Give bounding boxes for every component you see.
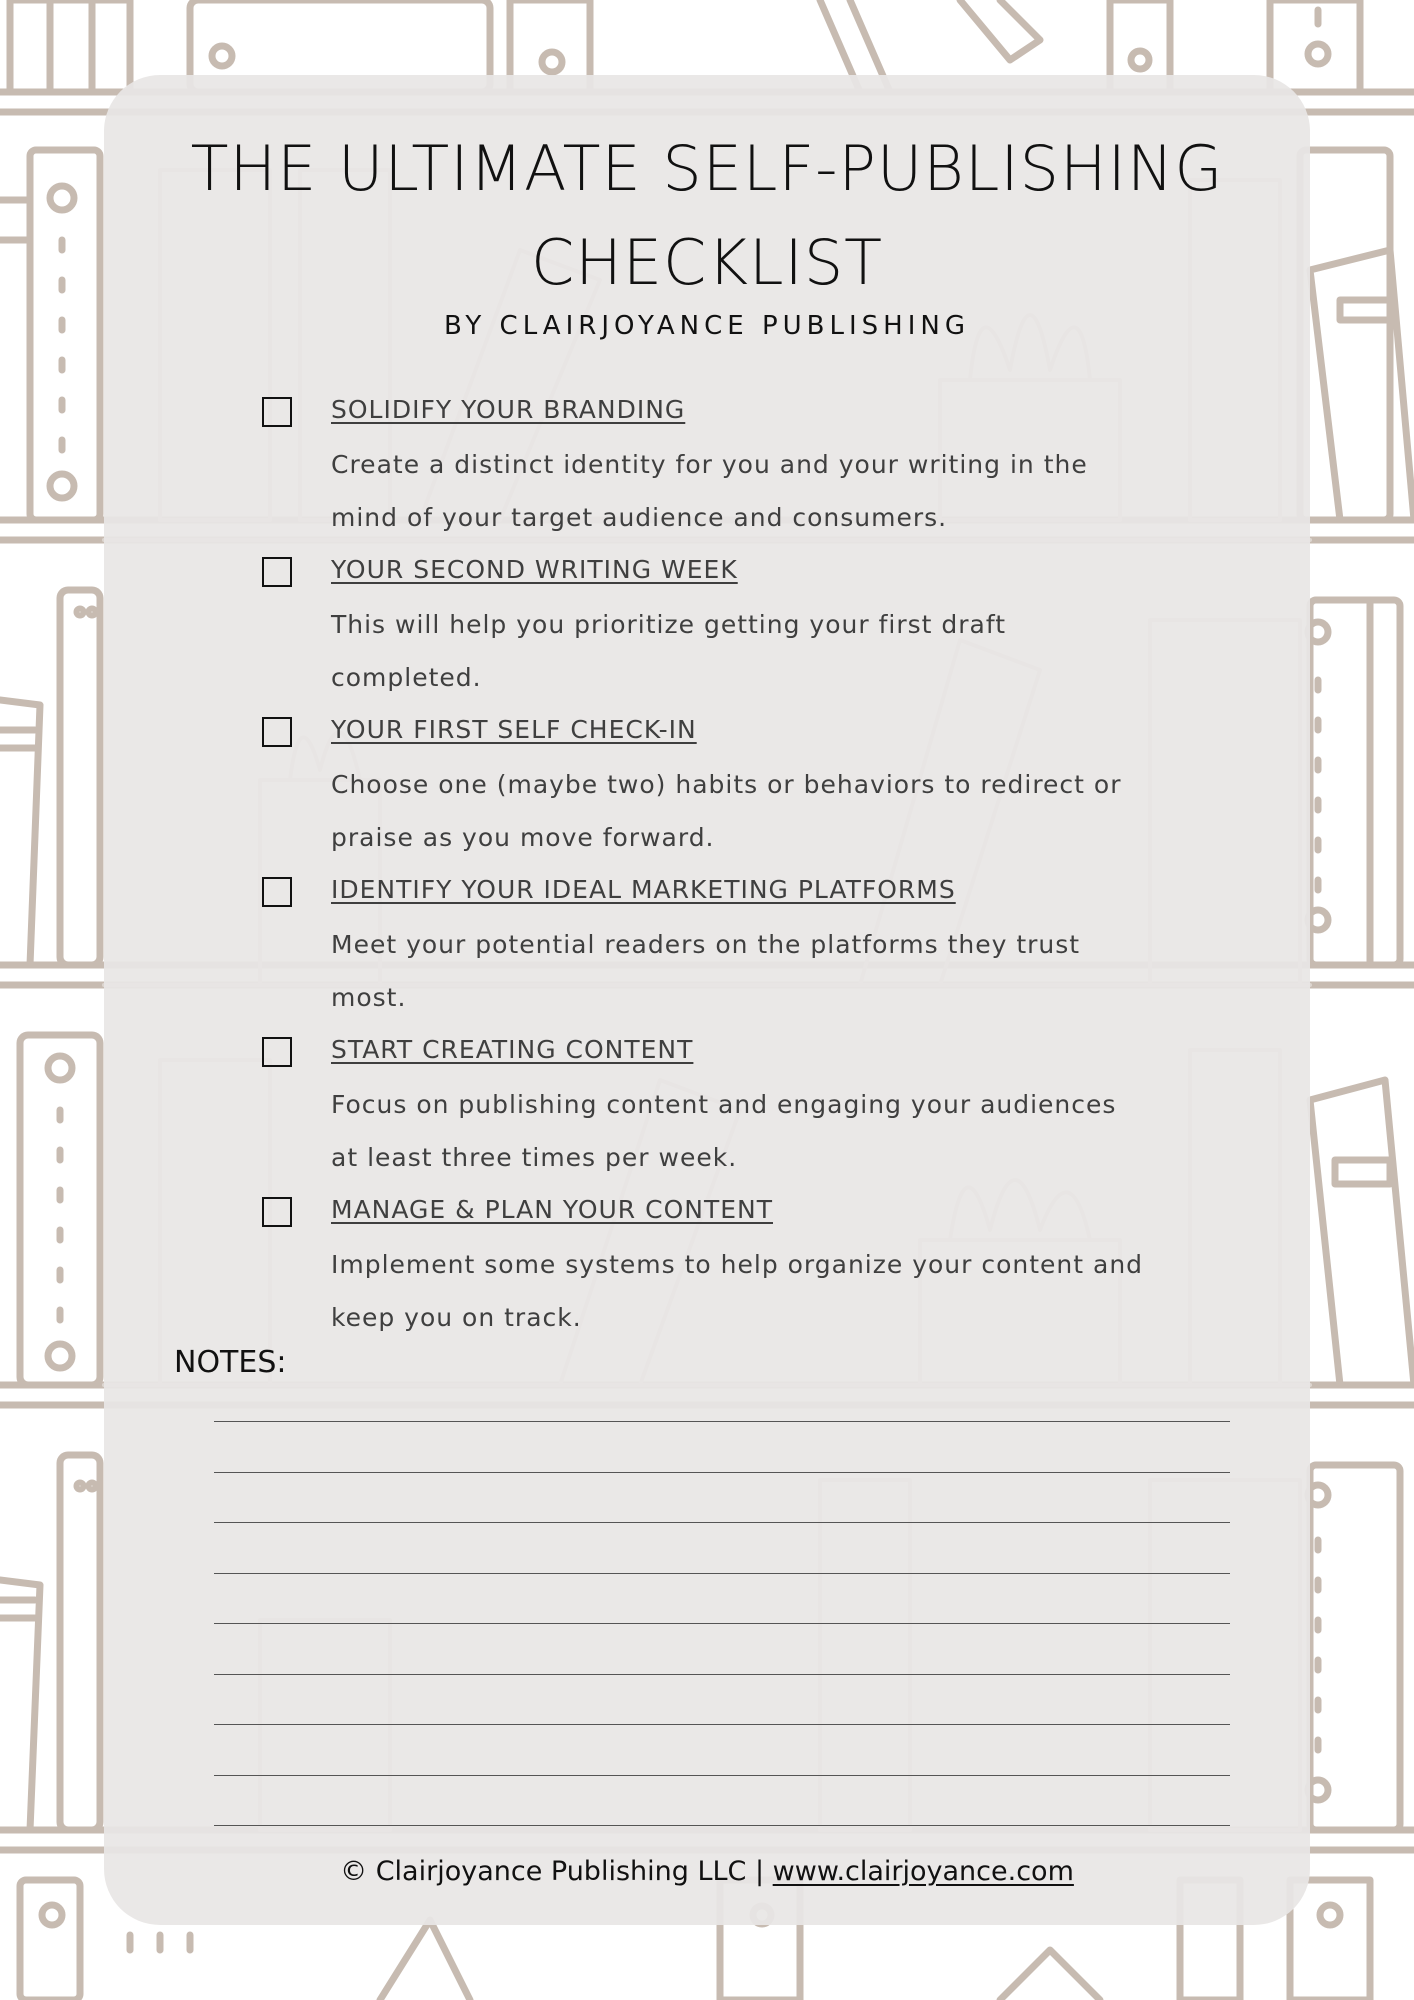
checkbox[interactable] bbox=[262, 1197, 292, 1227]
note-line[interactable] bbox=[214, 1724, 1230, 1725]
checklist-item-description bbox=[331, 438, 1161, 544]
title-line-1: THE ULTIMATE SELF-PUBLISHING bbox=[190, 132, 1224, 205]
description-line-2: most. bbox=[331, 983, 407, 1012]
checklist-item-description bbox=[331, 918, 1161, 1024]
note-line[interactable] bbox=[214, 1573, 1230, 1574]
description-line-2: completed. bbox=[331, 663, 482, 692]
note-line[interactable] bbox=[214, 1472, 1230, 1473]
description-line-1: Choose one (maybe two) habits or behaviors to redirect or bbox=[331, 770, 1122, 799]
checklist-item-heading: YOUR FIRST SELF CHECK-IN bbox=[331, 715, 697, 744]
checklist-item-heading: SOLIDIFY YOUR BRANDING bbox=[331, 395, 686, 424]
description-line-1: Focus on publishing content and engaging your audiences bbox=[331, 1090, 1117, 1119]
note-line[interactable] bbox=[214, 1775, 1230, 1776]
description-line-1: Meet your potential readers on the platforms they trust bbox=[331, 930, 1081, 959]
checklist-item-description bbox=[331, 1078, 1161, 1184]
note-line[interactable] bbox=[214, 1674, 1230, 1675]
checklist-item-heading: START CREATING CONTENT bbox=[331, 1035, 694, 1064]
checklist-item-description bbox=[331, 1238, 1161, 1344]
checkbox[interactable] bbox=[262, 877, 292, 907]
checkbox[interactable] bbox=[262, 1037, 292, 1067]
note-line[interactable] bbox=[214, 1825, 1230, 1826]
title-line-2: CHECKLIST bbox=[530, 226, 884, 299]
copyright-text: © Clairjoyance Publishing LLC | bbox=[340, 1856, 773, 1887]
description-line-2: mind of your target audience and consumers. bbox=[331, 503, 948, 532]
notes-label: NOTES: bbox=[174, 1345, 287, 1380]
description-line-2: keep you on track. bbox=[331, 1303, 582, 1332]
checkbox[interactable] bbox=[262, 557, 292, 587]
note-line[interactable] bbox=[214, 1522, 1230, 1523]
note-line[interactable] bbox=[214, 1623, 1230, 1624]
checklist-item-description bbox=[331, 598, 1161, 704]
page-title bbox=[104, 122, 1310, 310]
description-line-2: praise as you move forward. bbox=[331, 823, 715, 852]
checkbox[interactable] bbox=[262, 717, 292, 747]
description-line-1: This will help you prioritize getting your first draft bbox=[331, 610, 1006, 639]
note-line[interactable] bbox=[214, 1421, 1230, 1422]
checklist-item-heading: MANAGE & PLAN YOUR CONTENT bbox=[331, 1195, 773, 1224]
checklist-item-heading: YOUR SECOND WRITING WEEK bbox=[331, 555, 738, 584]
checkbox[interactable] bbox=[262, 397, 292, 427]
checklist-item-heading: IDENTIFY YOUR IDEAL MARKETING PLATFORMS bbox=[331, 875, 956, 904]
description-line-1: Create a distinct identity for you and your writing in the bbox=[331, 450, 1088, 479]
description-line-1: Implement some systems to help organize your content and bbox=[331, 1250, 1144, 1279]
checklist-item-description bbox=[331, 758, 1161, 864]
description-line-2: at least three times per week. bbox=[331, 1143, 738, 1172]
footer bbox=[104, 1856, 1310, 1887]
page-subtitle: BY CLAIRJOYANCE PUBLISHING bbox=[444, 311, 970, 341]
website-link[interactable]: www.clairjoyance.com bbox=[772, 1856, 1074, 1887]
